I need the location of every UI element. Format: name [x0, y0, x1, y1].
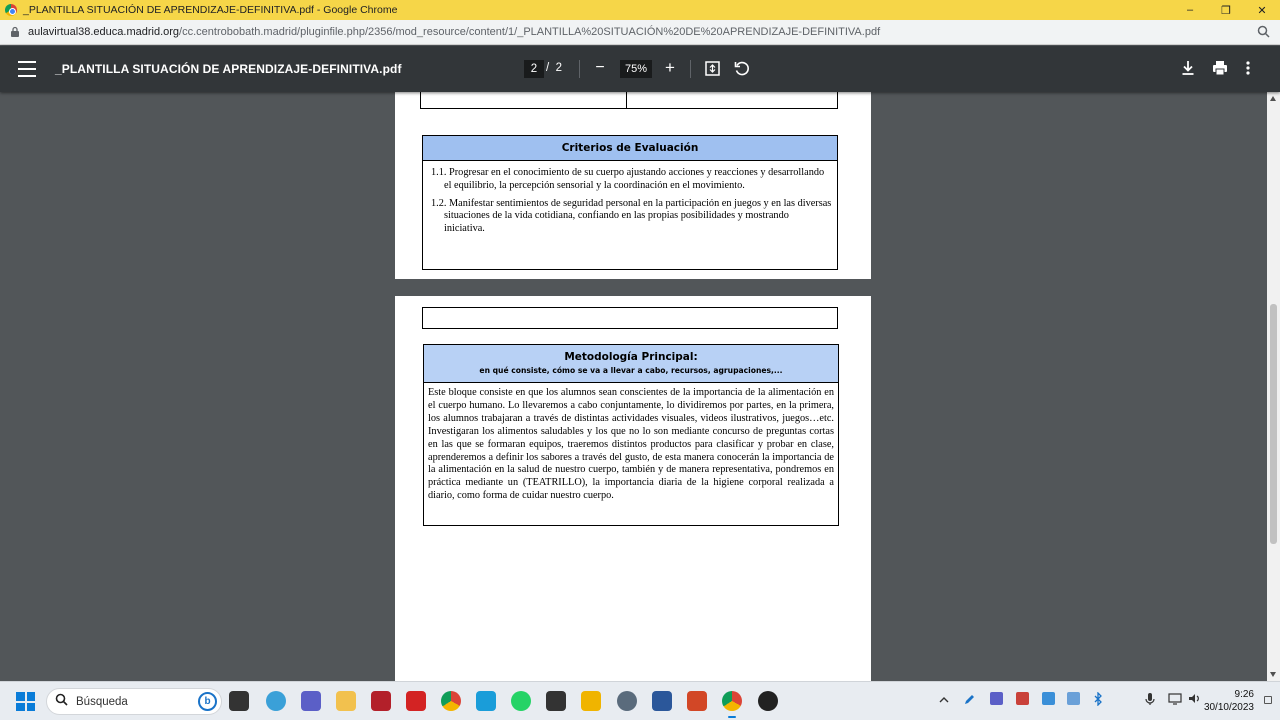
minimize-button[interactable]: – [1186, 4, 1194, 16]
acrobat-icon[interactable] [406, 691, 426, 711]
search-label: Búsqueda [76, 695, 128, 708]
url-text[interactable] [28, 26, 880, 38]
toolbar-divider [579, 60, 580, 78]
metodologia-header [424, 345, 838, 383]
criterio-item: 1.2. Manifestar sentimientos de seguridad personal en la participación en juegos y en las diversas situaciones de la vida cotidiana, confiando en las propias posibilidades y mostrando iniciativa. [431, 197, 832, 235]
toolbar-divider [690, 60, 691, 78]
page-count [546, 62, 562, 74]
empty-box [422, 307, 838, 329]
whatsapp-icon[interactable] [511, 691, 531, 711]
zoom-out-button[interactable]: − [595, 59, 605, 76]
taskbar-search[interactable] [46, 688, 222, 715]
close-button[interactable]: ✕ [1257, 4, 1267, 17]
criterios-box [422, 135, 838, 270]
scroll-down-icon[interactable] [1270, 672, 1276, 677]
volume-icon[interactable] [1188, 692, 1201, 708]
app-black-icon[interactable] [758, 691, 778, 711]
scrollbar[interactable] [1267, 92, 1280, 681]
clock-time: 9:26 [1234, 689, 1254, 700]
chrome-icon[interactable] [441, 691, 461, 711]
pdf-page-2 [395, 296, 871, 681]
metodologia-title: Metodología Principal: [564, 351, 698, 363]
table-row [420, 92, 838, 109]
bing-icon[interactable]: b [198, 692, 217, 711]
url-path: /cc.centrobobath.madrid/pluginfile.php/2356/mod_resource/content/1/_PLANTILLA%20SITUACIÓN%20DE%20APRENDIZAJE-DEFINITIVA.pdf [179, 26, 881, 38]
taskbar [0, 681, 1280, 720]
network-icon[interactable] [1168, 692, 1182, 708]
url-host: aulavirtual38.educa.madrid.org [28, 26, 180, 38]
fit-page-icon[interactable] [705, 61, 720, 81]
task-view-icon[interactable] [229, 691, 249, 711]
address-bar[interactable] [0, 20, 1280, 45]
app-yellow-icon[interactable] [581, 691, 601, 711]
chrome-icon [5, 4, 17, 16]
print-icon[interactable] [1212, 60, 1228, 81]
page-number-input[interactable]: 2 [524, 60, 544, 78]
window-controls [1172, 0, 1280, 20]
tray-app-icon[interactable] [1067, 692, 1080, 705]
tray-chevron-icon[interactable] [939, 694, 949, 706]
tray-app-icon[interactable] [1016, 692, 1029, 705]
teams-tray-icon[interactable] [990, 692, 1003, 705]
tray-app-icon[interactable] [1042, 692, 1055, 705]
scrollbar-thumb[interactable] [1270, 304, 1277, 544]
document-title: _PLANTILLA SITUACIÓN DE APRENDIZAJE-DEFINITIVA.pdf [55, 62, 402, 76]
maximize-button[interactable]: ❐ [1221, 4, 1231, 17]
search-icon [55, 693, 68, 711]
clock-date: 30/10/2023 [1203, 702, 1254, 713]
pdf-toolbar [0, 46, 1280, 92]
pdf-page-1 [395, 92, 871, 279]
settings-gear-icon[interactable] [617, 691, 637, 711]
metodologia-subtitle: en qué consiste, cómo se va a llevar a cabo, recursos, agrupaciones,... [479, 366, 783, 375]
powerpoint-icon[interactable] [687, 691, 707, 711]
scroll-up-icon[interactable] [1270, 96, 1276, 101]
zoom-in-button[interactable]: + [665, 58, 675, 77]
site-info-icon[interactable] [8, 25, 22, 39]
window-titlebar [0, 0, 1280, 20]
app-g-icon[interactable] [476, 691, 496, 711]
app-dark-icon[interactable] [546, 691, 566, 711]
word-icon[interactable] [652, 691, 672, 711]
more-options-icon[interactable] [1246, 60, 1250, 81]
criterios-title: Criterios de Evaluación [423, 136, 837, 161]
total-pages: 2 [555, 62, 562, 74]
pen-icon[interactable] [963, 693, 976, 709]
page-separator: / [546, 62, 550, 74]
windows-start-icon[interactable] [16, 692, 35, 711]
zoom-level-input[interactable]: 75% [620, 60, 652, 78]
menu-icon[interactable] [18, 61, 36, 77]
microphone-icon[interactable] [1145, 692, 1155, 709]
metodologia-box [423, 344, 839, 526]
metodologia-body: Este bloque consiste en que los alumnos sean conscientes de la importancia de la alimentación en el cuerpo humano. Lo llevaremos a cabo conjuntamente, lo dividiremos por partes, en la primera, los alumnos trabajaran a través de distintas actividades visuales, videos ilustrativos, juegos…etc. Investigaran los alimentos saludables y los que no lo son mediante concurso de preguntas cortas en las que se formaran equipos, traeremos distintos productos para clasificar y probar en clase, aprenderemos a definir los sabores a través del gusto, de esta manera conocerán la importancia de la alimentación en la salud de nuestro cuerpo, también y de manera representativa, pondremos en práctica mediante un (TEATRILLO), la importancia diaria de la higiene corporal realizada a diario, como forma de cuidar nuestro cuerpo. [428, 387, 834, 502]
taskbar-clock[interactable] [1204, 688, 1254, 714]
bluetooth-icon[interactable] [1093, 692, 1103, 709]
app-red-icon[interactable] [371, 691, 391, 711]
chrome-active-icon[interactable] [722, 691, 742, 711]
search-icon[interactable] [1257, 25, 1270, 43]
notifications-icon[interactable] [1264, 696, 1272, 704]
file-explorer-icon[interactable] [336, 691, 356, 711]
teams-chat-icon[interactable] [301, 691, 321, 711]
window-title: _PLANTILLA SITUACIÓN DE APRENDIZAJE-DEFINITIVA.pdf - Google Chrome [23, 4, 398, 16]
edge-icon[interactable] [266, 691, 286, 711]
pdf-viewer[interactable] [0, 92, 1267, 681]
criterio-item: 1.1. Progresar en el conocimiento de su cuerpo ajustando acciones y reacciones y desarrollando el equilibrio, la percepción sensorial y la coordinación en el movimiento. [431, 167, 825, 191]
download-icon[interactable] [1181, 60, 1195, 81]
rotate-icon[interactable] [734, 60, 749, 81]
